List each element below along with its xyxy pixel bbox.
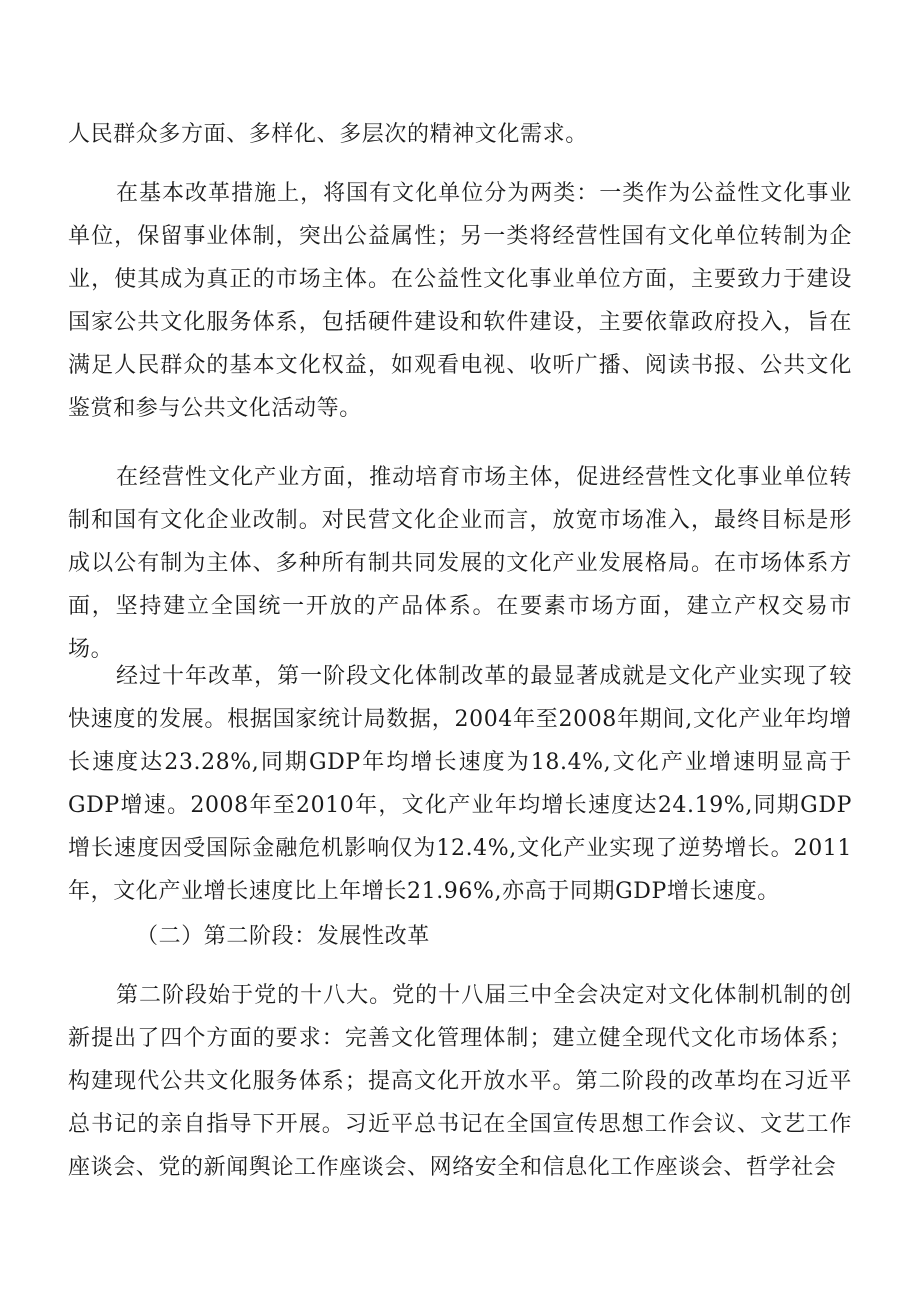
paragraph-continuation: 人民群众多方面、多样化、多层次的精神文化需求。	[68, 122, 588, 147]
section-heading-stage-two: （二）第二阶段：发展性改革	[136, 924, 430, 949]
paragraph-stage-two: 第二阶段始于党的十八大。党的十八届三中全会决定对文化体制机制的创新提出了四个方面的要求：完善文化管理体制；建立健全现代文化市场体系；构建现代公共文化服务体系；提高文化开放水平。第二阶段的改革均在习近平总书记的亲自指导下开展。习近平总书记在全国宣传思想工作会议、文艺工作座谈会、党的新闻舆论工作座谈会、网络安全和信息化工作座谈会、哲学社会	[68, 983, 852, 1180]
paragraph-cultural-industry: 在经营性文化产业方面，推动培育市场主体，促进经营性文化事业单位转制和国有文化企业改制。对民营文化企业而言，放宽市场准入，最终目标是形成以公有制为主体、多种所有制共同发展的文化产业发展格局。在市场体系方面，坚持建立全国统一开放的产品体系。在要素市场方面，建立产权交易市场。	[68, 465, 852, 662]
paragraph-reform-measures: 在基本改革措施上，将国有文化单位分为两类：一类作为公益性文化事业单位，保留事业体制，突出公益属性；另一类将经营性国有文化单位转制为企业，使其成为真正的市场主体。在公益性文化事业单位方面，主要致力于建设国家公共文化服务体系，包括硬件建设和软件建设，主要依靠政府投入，旨在满足人民群众的基本文化权益，如观看电视、收听广播、阅读书报、公共文化鉴赏和参与公共文化活动等。	[68, 181, 852, 421]
paragraph-ten-year-results: 经过十年改革，第一阶段文化体制改革的最显著成就是文化产业实现了较快速度的发展。根据国家统计局数据，2004年至2008年期间,文化产业年均增长速度达23.28%,同期GDP年均增长速度为18.4%,文化产业增速明显高于GDP增速。2008年至2010年，文化产业年均增长速度达24.19%,同期GDP增长速度因受国际金融危机影响仅为12.4%,文化产业实现了逆势增长。2011年，文化产业增长速度比上年增长21.96%,亦高于同期GDP增长速度。	[68, 664, 852, 904]
